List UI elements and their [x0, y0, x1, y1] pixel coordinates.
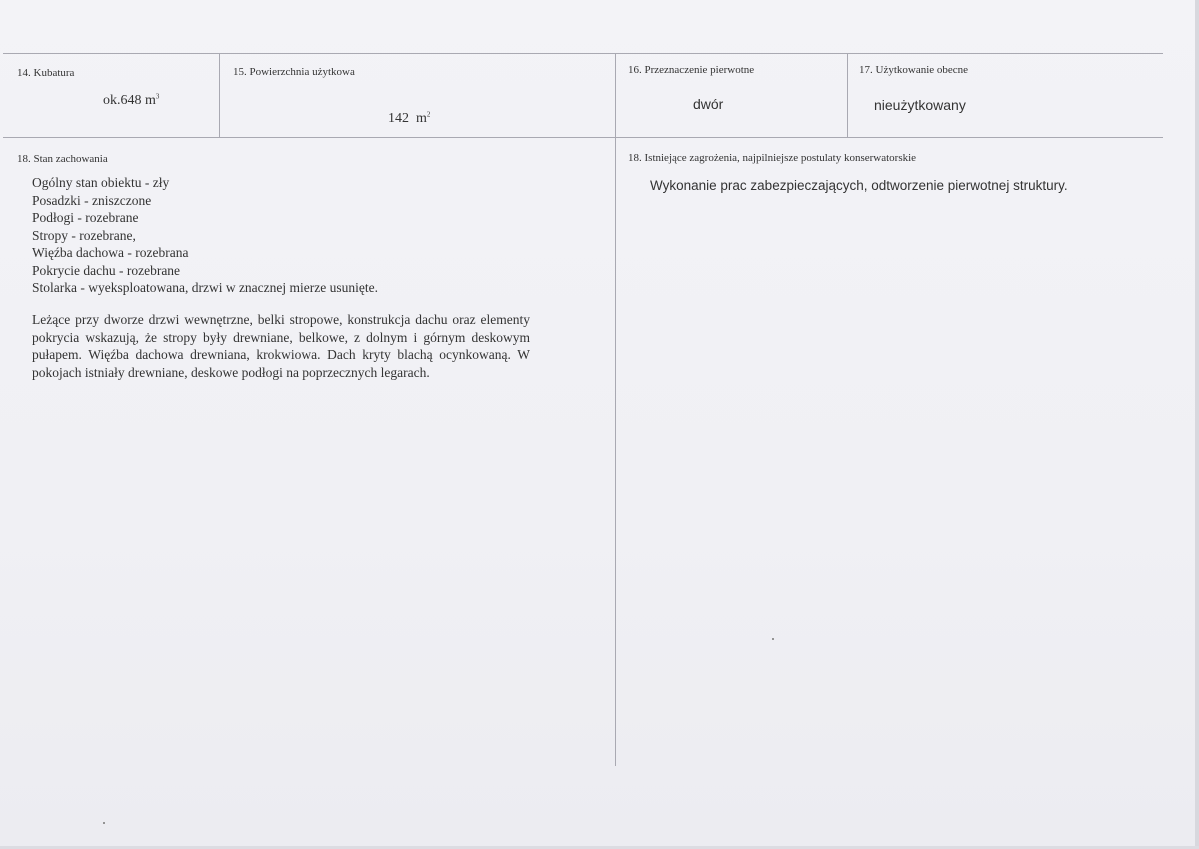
powierzchnia-value — [374, 95, 430, 143]
stan-line: Pokrycie dachu - rozebrane — [32, 262, 181, 278]
paper-edge-right — [1195, 0, 1199, 849]
paper-speck — [772, 638, 774, 640]
stan-zachowania-list — [32, 174, 378, 297]
top-border — [3, 53, 1163, 54]
kubatura-value — [103, 93, 159, 109]
column-divider-1 — [219, 53, 220, 137]
zagrozenia-text: Wykonanie prac zabezpieczających, odtworzenie pierwotnej struktury. — [650, 178, 1068, 193]
row-divider — [3, 137, 1163, 138]
powierzchnia-label: 15. Powierzchnia użytkowa — [233, 66, 355, 78]
powierzchnia-number: 142 m — [388, 111, 427, 126]
stan-line: Posadzki - zniszczone — [32, 192, 152, 208]
column-divider-2 — [615, 53, 616, 766]
kubatura-number: ok.648 m — [103, 93, 156, 108]
stan-line: Więźba dachowa - rozebrana — [32, 245, 189, 260]
column-divider-3 — [847, 53, 848, 137]
kubatura-unit-exponent: 3 — [155, 92, 160, 101]
stan-line: Podłogi - rozebrane — [32, 210, 139, 225]
uzytkowanie-label: 17. Użytkowanie obecne — [859, 64, 969, 76]
uzytkowanie-value: nieużytkowany — [874, 97, 966, 113]
stan-zachowania-label: 18. Stan zachowania — [17, 153, 108, 165]
zagrozenia-label: 18. Istniejące zagrożenia, najpilniejsze postulaty konserwatorskie — [628, 152, 917, 164]
stan-zachowania-paragraph: Leżące przy dworze drzwi wewnętrzne, belki stropowe, konstrukcja dachu oraz elementy pokrycia wskazują, że stropy były drewniane, belkowe, z dolnym i górnym deskowym pułapem. Więźba dachowa drewniana, krokwiowa. Dach kryty blachą ocynkowaną. W pokojach istniały drewniane, deskowe podłogi na poprzecznych legarach. — [32, 312, 530, 380]
przeznaczenie-label: 16. Przeznaczenie pierwotne — [628, 64, 755, 76]
stan-line: Ogólny stan obiektu - zły — [32, 175, 170, 190]
przeznaczenie-value: dwór — [693, 96, 724, 112]
powierzchnia-unit-exponent: 2 — [426, 110, 431, 119]
stan-line: Stropy - rozebrane, — [32, 227, 136, 243]
stan-line: Stolarka - wyeksploatowana, drzwi w znacznej mierze usunięte. — [32, 280, 378, 295]
paper-speck — [103, 822, 105, 824]
kubatura-label: 14. Kubatura — [17, 67, 75, 79]
